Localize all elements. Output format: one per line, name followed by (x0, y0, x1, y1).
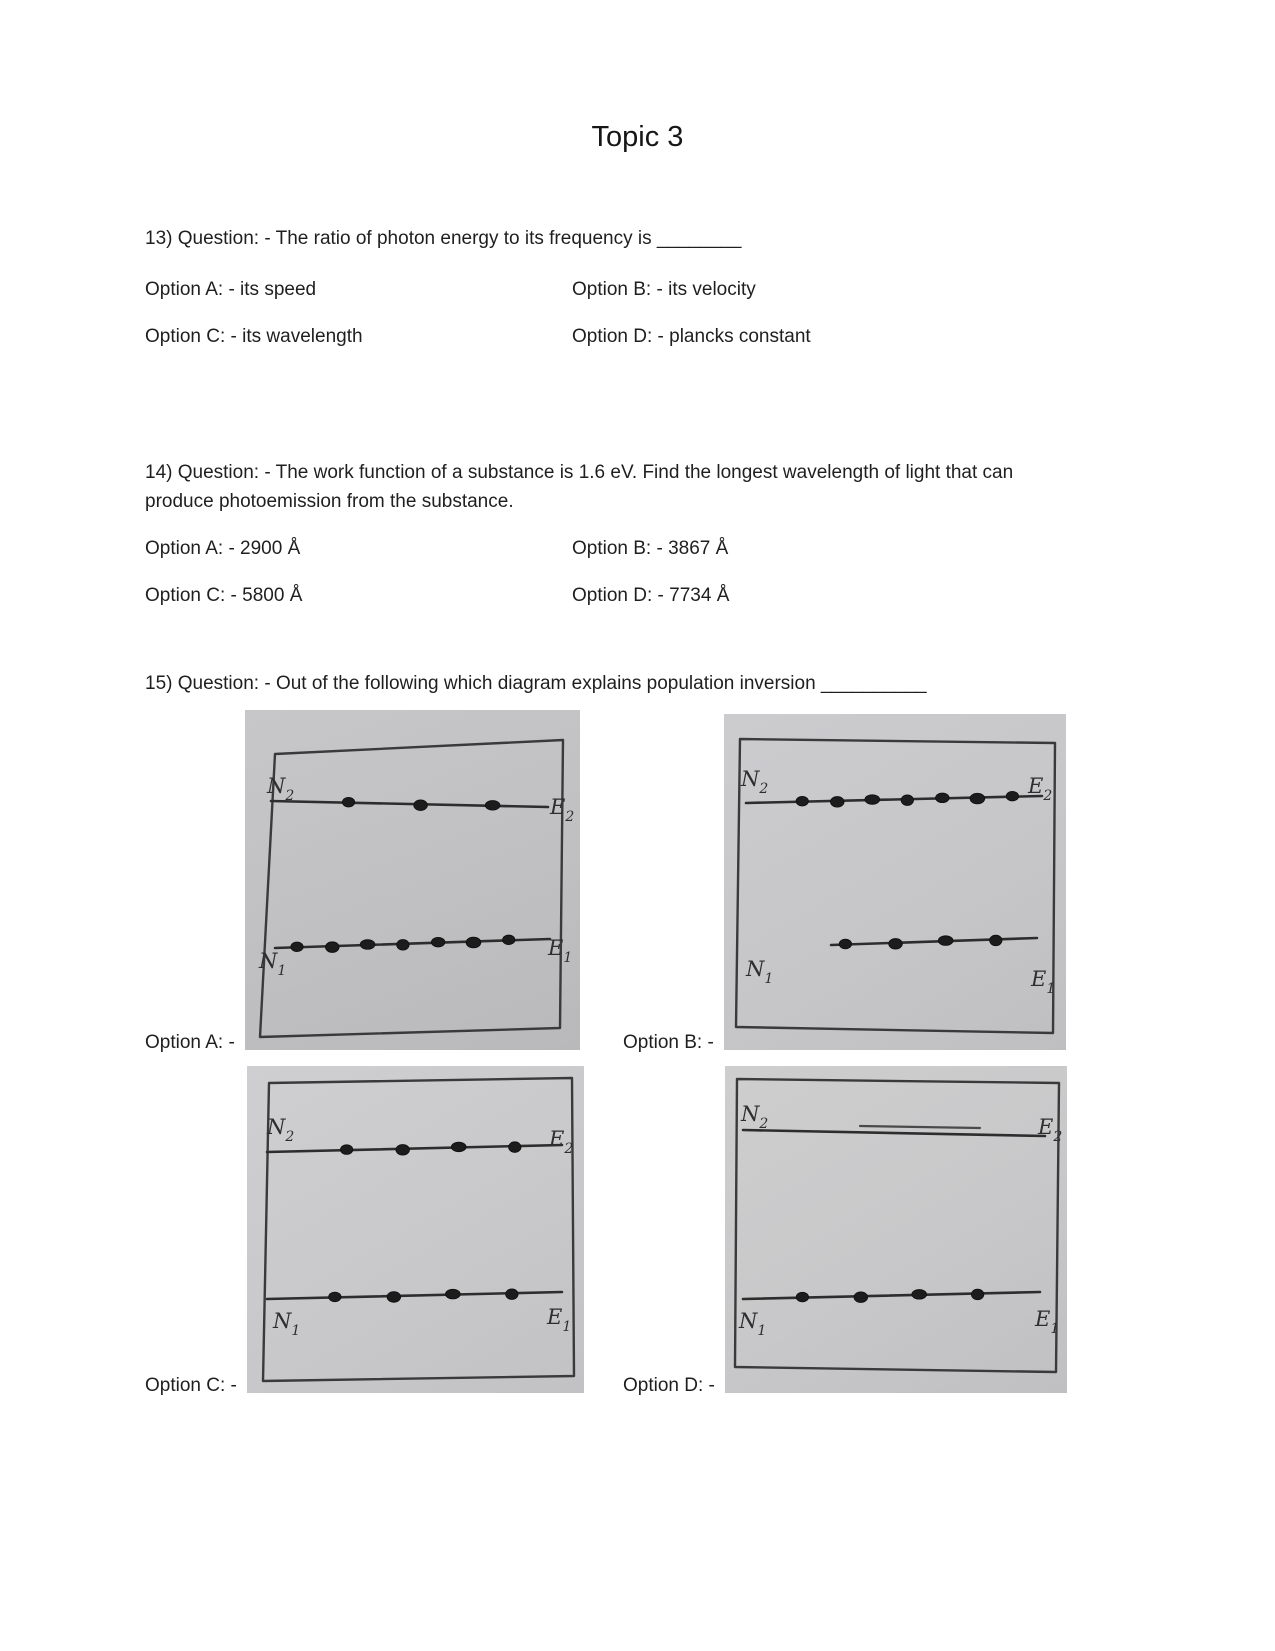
page-title: Topic 3 (591, 121, 684, 153)
svg-text:E1: $E_1$ (1030, 967, 1056, 997)
svg-text:N1: $N_1$ (272, 1309, 301, 1339)
option-d-label: Option D: - (623, 1375, 715, 1396)
question-13-option-c: Option C: - its wavelength (145, 326, 363, 347)
svg-text:N2: $N_2$ (266, 774, 295, 804)
question-14-option-c: Option C: - 5800 Å (145, 585, 303, 606)
question-14-options (145, 538, 1130, 607)
energy-level-diagram-b-image (724, 714, 1066, 1050)
option-c-label: Option C: - (145, 1375, 237, 1396)
question-14-text: 14) Question: - The work function of a substance is 1.6 eV. Find the longest wavelength of light that can produce photoemission from the substance. (145, 462, 1014, 512)
question-14-option-d: Option D: - 7734 Å (572, 585, 730, 606)
question-13-option-a: Option A: - its speed (145, 279, 317, 300)
question-13-option-d: Option D: - plancks constant (572, 326, 811, 347)
svg-text:N2: $N_2$ (740, 767, 769, 797)
energy-level-diagram-a-image (245, 710, 580, 1050)
question-14 (145, 458, 1075, 516)
svg-text:E2: $E_2$ (1037, 1115, 1063, 1145)
svg-text:E1: $E_1$ (546, 1305, 572, 1335)
question-13 (145, 224, 1130, 348)
question-15-option-c (145, 1066, 623, 1396)
svg-text:E1: $E_1$ (1034, 1307, 1060, 1337)
option-a-label: Option A: - (145, 1032, 235, 1053)
svg-text:E2: $E_2$ (548, 1127, 574, 1157)
energy-level-diagram-d-image (725, 1066, 1067, 1393)
option-b-label: Option B: - (623, 1032, 714, 1053)
svg-text:N1: $N_1$ (745, 957, 774, 987)
svg-text:E2: $E_2$ (549, 795, 575, 825)
question-15-text: 15) Question: - Out of the following which diagram explains population inversion __________ (145, 673, 927, 694)
question-13-option-b: Option B: - its velocity (572, 279, 756, 300)
svg-text:N2: $N_2$ (740, 1102, 769, 1132)
question-13-options (145, 279, 1130, 348)
question-15-diagram-options (145, 710, 1130, 1396)
questions-section (145, 224, 1130, 1396)
question-15-option-a (145, 710, 623, 1053)
svg-text:E2: $E_2$ (1027, 774, 1053, 804)
question-14-option-b: Option B: - 3867 Å (572, 538, 729, 559)
svg-text:N1: $N_1$ (258, 949, 287, 979)
svg-text:N1: $N_1$ (738, 1309, 767, 1339)
question-15 (145, 669, 1130, 1396)
question-15-option-d (623, 1066, 1130, 1396)
question-15-option-b (623, 710, 1130, 1053)
question-13-text: 13) Question: - The ratio of photon energy to its frequency is ________ (145, 228, 742, 249)
svg-text:N2: $N_2$ (266, 1115, 295, 1145)
energy-level-diagram-c-image (247, 1066, 584, 1393)
question-14-option-a: Option A: - 2900 Å (145, 538, 301, 559)
svg-text:E1: $E_1$ (547, 936, 573, 966)
